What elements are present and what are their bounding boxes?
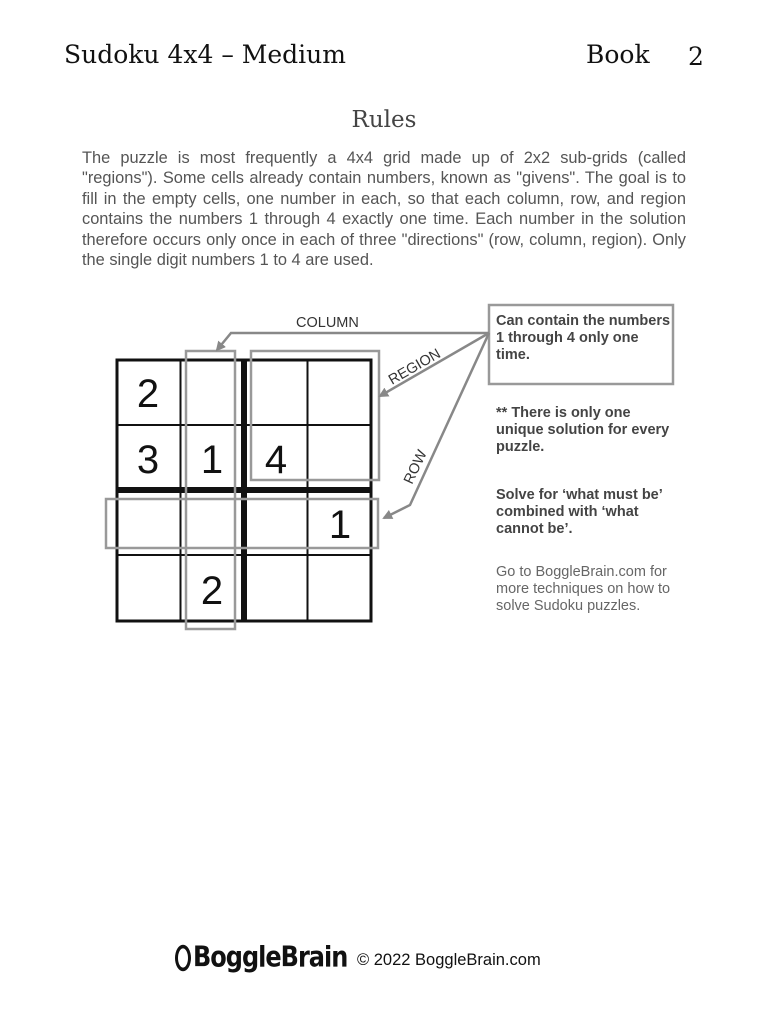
grid-cell-r1c1: 2 [136,372,160,416]
bogglebrain-logo [175,940,347,974]
region-label: REGION [386,346,444,389]
rules-heading: Rules [351,107,417,133]
copyright: © 2022 BoggleBrain.com [357,951,541,969]
swirl-icon [175,945,191,971]
column-label: COLUMN [296,315,359,331]
book-label: Book [586,40,650,69]
grid-cell-r2c3: 4 [264,438,288,482]
note-unique: ** There is only one unique solution for every puzzle. [496,405,670,455]
note-box-text: Can contain the numbers 1 through 4 only one time. [496,313,671,363]
logo-text: BoggleBrain [193,940,348,974]
grid-cell-r2c1: 3 [136,438,160,482]
row-label: ROW [401,447,431,487]
note-solve: Solve for ‘what must be’ combined with ‘what cannot be’. [496,487,662,537]
page-title: Sudoku 4x4 – Medium [64,40,346,69]
grid-cell-r4c2: 2 [200,569,224,613]
grid-cell-r3c4: 1 [328,503,352,547]
note-link: Go to BoggleBrain.com for more techniques on how to solve Sudoku puzzles. [496,564,671,614]
book-number: 2 [688,42,704,71]
column-arrow [217,333,489,350]
grid-cell-r2c2: 1 [200,438,224,482]
rules-text: The puzzle is most frequently a 4x4 grid made up of 2x2 sub-grids (called "regions"). Some cells already contain numbers, known as "givens". The goal is to fill in the empty cells, one number in each, so that each column, row, and region contains the numbers 1 through 4 exactly one time. Each number in the solution therefore occurs only once in each of three "directions" (row, column, region). Only the single digit numbers 1 to 4 are used. [82,149,686,270]
